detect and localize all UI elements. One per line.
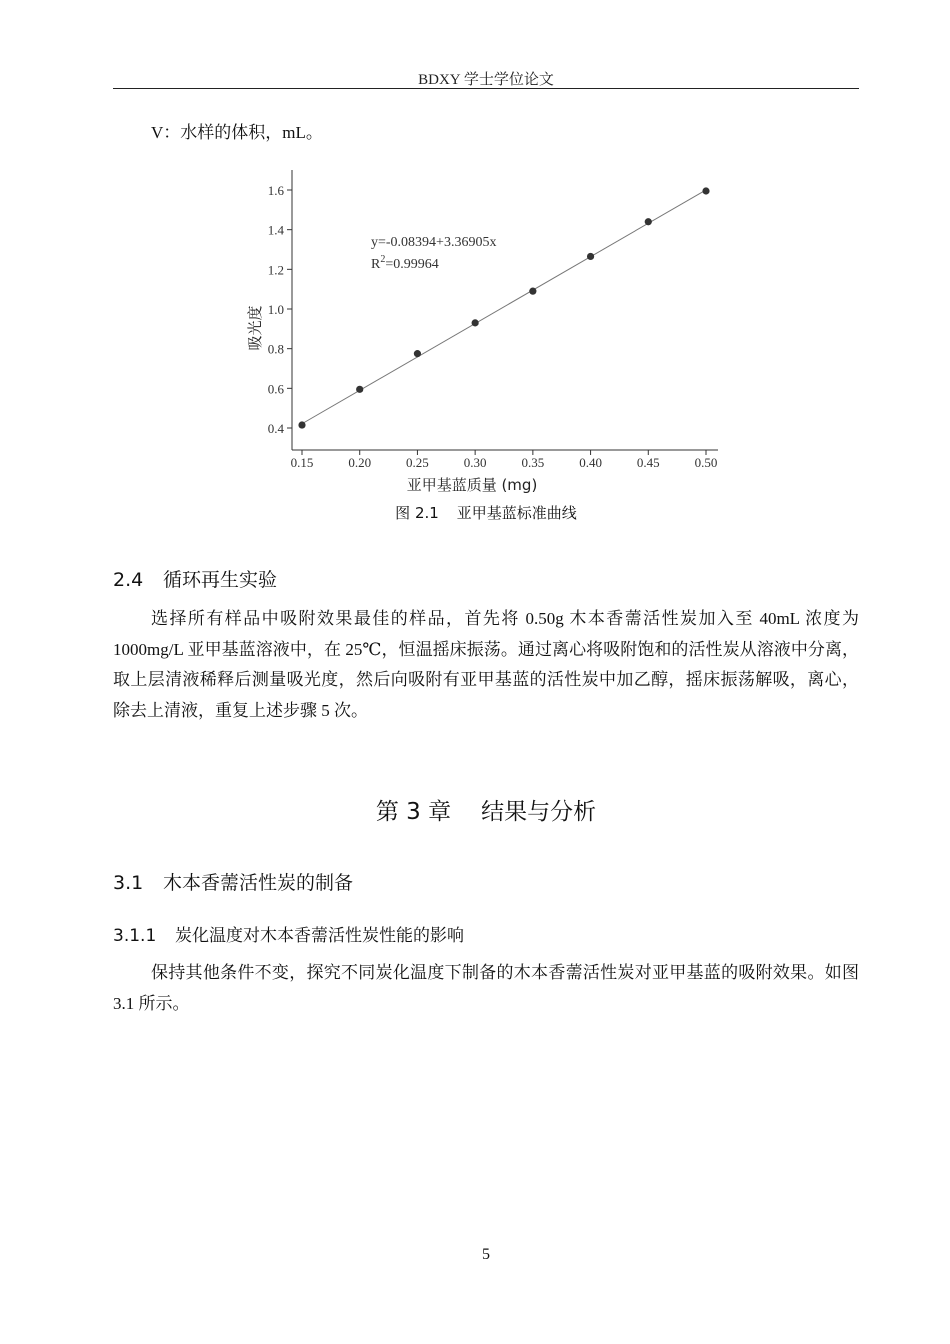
x-tick-label: 0.50	[694, 455, 718, 470]
figure-title: 亚甲基蓝标准曲线	[456, 504, 577, 522]
y-tick-label: 0.4	[267, 421, 284, 436]
standard-curve-chart	[240, 160, 730, 500]
data-point	[356, 386, 363, 393]
section-heading-3-1-1	[113, 921, 464, 946]
chart-axes	[292, 170, 718, 450]
section-heading-2-4	[113, 565, 277, 592]
data-point	[702, 187, 709, 194]
r-squared-prefix: R	[371, 257, 381, 272]
x-axis-label: 亚甲基蓝质量 (mg)	[406, 476, 538, 494]
y-axis-label: 吸光度	[246, 305, 264, 351]
section-title: 木本香薷活性炭的制备	[163, 872, 354, 894]
data-points	[298, 187, 709, 428]
y-tick-label: 1.2	[267, 262, 284, 278]
variable-note: V：水样的体积，mL。	[151, 123, 323, 142]
section-number: 3.1	[113, 872, 144, 894]
chapter-heading	[113, 793, 859, 826]
figure-number: 图 2.1	[395, 504, 439, 522]
section-heading-3-1	[113, 868, 353, 895]
x-axis-ticks	[291, 450, 718, 470]
section-title: 炭化温度对木本香薷活性炭性能的影响	[175, 926, 464, 946]
data-point	[645, 218, 652, 225]
x-tick-label: 0.30	[463, 455, 487, 470]
data-point	[472, 319, 479, 326]
chapter-label: 第 3 章	[375, 799, 452, 825]
x-tick-label: 0.35	[521, 455, 545, 470]
running-header: BDXY 学士学位论文	[418, 72, 554, 88]
chapter-title: 结果与分析	[481, 799, 597, 825]
section-number: 2.4	[113, 569, 144, 591]
r-squared-superscript: 2	[380, 254, 386, 265]
section-title: 循环再生实验	[163, 569, 278, 591]
section-number: 3.1.1	[113, 926, 157, 946]
y-tick-label: 0.6	[267, 381, 284, 397]
x-tick-label: 0.40	[579, 455, 602, 470]
header-rule	[113, 88, 859, 89]
section-3-1-1-body: 保持其他条件不变，探究不同炭化温度下制备的木本香薷活性炭对亚甲基蓝的吸附效果。如图 3.1 所示。	[113, 963, 859, 1013]
r-squared-value: =0.99964	[385, 257, 439, 272]
figure-caption	[113, 502, 859, 523]
x-tick-label: 0.25	[406, 455, 429, 470]
x-tick-label: 0.20	[348, 455, 372, 470]
fit-equation-label: y=-0.08394+3.36905x	[371, 235, 497, 250]
y-tick-label: 1.6	[267, 183, 284, 198]
data-point	[587, 253, 594, 260]
data-point	[414, 350, 421, 357]
y-axis-ticks	[268, 183, 292, 436]
x-tick-label: 0.15	[290, 455, 314, 470]
section-2-4-body: 选择所有样品中吸附效果最佳的样品，首先将 0.50g 木本香薷活性炭加入至 40mL 浓度为 1000mg/L 亚甲基蓝溶液中，在 25℃，恒温摇床振荡。通过离心将吸附饱和的活性炭从溶液中分离，取上层清液稀释后测量吸光度，然后向吸附有亚甲基蓝的活性炭中加乙醇，摇床振荡解吸，离心，除去上清液，重复上述步骤 5 次。	[113, 609, 859, 720]
data-point	[298, 421, 305, 428]
data-point	[529, 288, 536, 295]
y-tick-label: 0.8	[267, 341, 284, 357]
r-squared-label	[371, 254, 439, 272]
x-tick-label: 0.45	[636, 455, 660, 470]
y-tick-label: 1.0	[267, 302, 284, 317]
y-tick-label: 1.4	[267, 222, 284, 238]
page-number: 5	[482, 1246, 490, 1263]
